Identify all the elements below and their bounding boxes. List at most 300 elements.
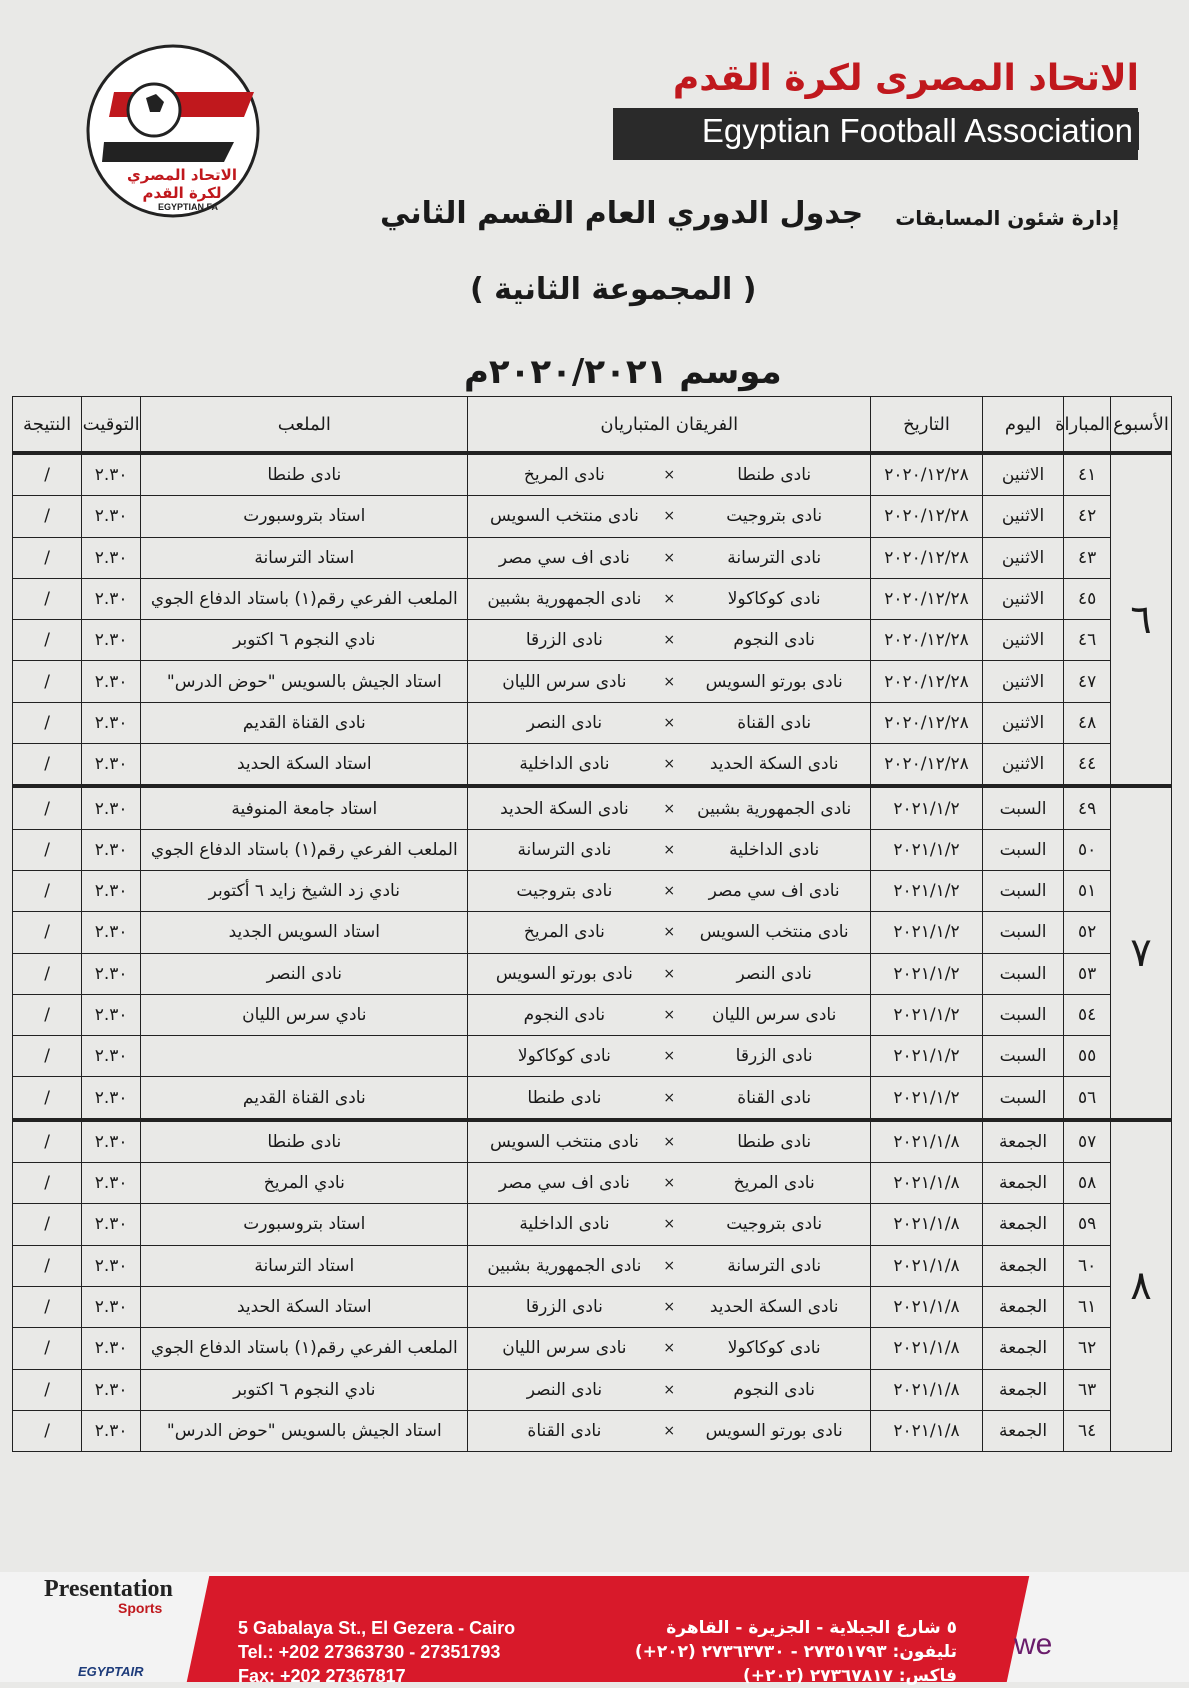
home-team: نادى طنطا: [737, 1131, 812, 1152]
table-row: [13, 702, 1172, 743]
cell-match-no: ٥٥: [1064, 1036, 1111, 1077]
we-brand-logo: we: [1014, 1628, 1053, 1661]
cell-stadium: نادى طنطا: [141, 1120, 468, 1163]
cell-day: السبت: [982, 912, 1063, 953]
cell-match-no: ٥٧: [1064, 1120, 1111, 1163]
away-team: نادى النصر: [526, 712, 603, 733]
away-team: نادى المريخ: [523, 922, 605, 943]
versus-mark: ×: [663, 1257, 676, 1274]
address-arabic: [635, 1616, 957, 1688]
cell-teams: [468, 661, 871, 702]
cell-result: /: [13, 496, 82, 537]
away-team: نادى الزرقا: [525, 630, 603, 651]
header-match: المباراة: [1064, 397, 1111, 454]
cell-day: السبت: [982, 1036, 1063, 1077]
versus-mark: ×: [663, 924, 676, 941]
cell-match-no: ٤٢: [1064, 496, 1111, 537]
cell-day: الجمعة: [982, 1163, 1063, 1204]
home-team: نادى الترسانة: [727, 547, 822, 568]
cell-day: الجمعة: [982, 1328, 1063, 1369]
home-team: نادى منتخب السويس: [699, 922, 849, 943]
table-row: [13, 744, 1172, 787]
cell-match-no: ٥٨: [1064, 1163, 1111, 1204]
versus-mark: ×: [663, 1089, 676, 1106]
cell-day: السبت: [982, 953, 1063, 994]
cell-match-no: ٤١: [1064, 453, 1111, 496]
cell-teams: [468, 537, 871, 578]
cell-teams: [468, 1077, 871, 1120]
cell-day: السبت: [982, 1077, 1063, 1120]
cell-day: الاثنين: [982, 537, 1063, 578]
cell-match-no: ٤٨: [1064, 702, 1111, 743]
home-team: نادى القناة: [737, 1087, 812, 1108]
away-team: نادى القناة: [527, 1420, 602, 1441]
header-stadium: الملعب: [141, 397, 468, 454]
cell-stadium: استاد السكة الحديد: [141, 1286, 468, 1327]
cell-teams: [468, 1286, 871, 1327]
versus-mark: ×: [663, 714, 676, 731]
schedule-table: [12, 396, 1172, 1452]
away-team: نادى الترسانة: [517, 839, 612, 860]
cell-teams: [468, 578, 871, 619]
cell-day: السبت: [982, 829, 1063, 870]
cell-time: ٢.٣٠: [82, 1077, 141, 1120]
home-team: نادى الجمهورية بشبين: [697, 798, 852, 819]
cell-day: الاثنين: [982, 453, 1063, 496]
cell-match-no: ٥٦: [1064, 1077, 1111, 1120]
cell-stadium: نادي النجوم ٦ اكتوبر: [141, 620, 468, 661]
cell-date: ٢٠٢١/١/٨: [871, 1410, 983, 1451]
table-row: [13, 578, 1172, 619]
versus-mark: ×: [663, 965, 676, 982]
table-row: [13, 496, 1172, 537]
table-row: [13, 994, 1172, 1035]
cell-teams: [468, 453, 871, 496]
cell-time: ٢.٣٠: [82, 994, 141, 1035]
versus-mark: ×: [663, 508, 676, 525]
versus-mark: ×: [663, 1175, 676, 1192]
cell-match-no: ٤٩: [1064, 786, 1111, 829]
cell-result: /: [13, 453, 82, 496]
cell-teams: [468, 912, 871, 953]
home-team: نادى النجوم: [733, 630, 815, 651]
cell-day: السبت: [982, 786, 1063, 829]
cell-match-no: ٥٩: [1064, 1204, 1111, 1245]
cell-stadium: الملعب الفرعي رقم(١) باستاد الدفاع الجوي: [141, 578, 468, 619]
cell-match-no: ٤٥: [1064, 578, 1111, 619]
cell-result: /: [13, 1410, 82, 1451]
cell-date: ٢٠٢٠/١٢/٢٨: [871, 537, 983, 578]
cell-stadium: [141, 1036, 468, 1077]
cell-stadium: استاد الجيش بالسويس "حوض الدرس": [141, 1410, 468, 1451]
cell-day: الجمعة: [982, 1410, 1063, 1451]
versus-mark: ×: [663, 632, 676, 649]
cell-teams: [468, 1036, 871, 1077]
cell-stadium: استاد بتروسبورت: [141, 496, 468, 537]
cell-match-no: ٦٤: [1064, 1410, 1111, 1451]
address-en-line-1: 5 Gabalaya St., El Gezera - Cairo: [238, 1618, 516, 1638]
away-team: نادى منتخب السويس: [489, 1131, 639, 1152]
header-teams: الفريقان المتباريان: [468, 397, 871, 454]
table-row: [13, 1328, 1172, 1369]
department: إدارة شئون المسابقات: [895, 206, 1119, 230]
cell-day: السبت: [982, 994, 1063, 1035]
cell-teams: [468, 620, 871, 661]
cell-result: /: [13, 661, 82, 702]
cell-match-no: ٤٤: [1064, 744, 1111, 787]
cell-date: ٢٠٢١/١/٢: [871, 870, 983, 911]
efa-logo: [84, 42, 262, 220]
cell-result: /: [13, 994, 82, 1035]
cell-stadium: استاد بتروسبورت: [141, 1204, 468, 1245]
cell-date: ٢٠٢١/١/٢: [871, 786, 983, 829]
cell-time: ٢.٣٠: [82, 829, 141, 870]
cell-stadium: نادى القناة القديم: [141, 1077, 468, 1120]
cell-result: /: [13, 870, 82, 911]
cell-date: ٢٠٢١/١/٨: [871, 1163, 983, 1204]
versus-mark: ×: [663, 841, 676, 858]
versus-mark: ×: [663, 1048, 676, 1065]
cell-stadium: استاد الترسانة: [141, 537, 468, 578]
cell-stadium: نادى النصر: [141, 953, 468, 994]
cell-time: ٢.٣٠: [82, 537, 141, 578]
cell-teams: [468, 1120, 871, 1163]
cell-time: ٢.٣٠: [82, 744, 141, 787]
away-team: نادى كوكاكولا: [517, 1046, 611, 1067]
away-team: نادى سرس الليان: [502, 671, 627, 692]
cell-match-no: ٤٣: [1064, 537, 1111, 578]
header-time: التوقيت: [82, 397, 141, 454]
away-team: نادى طنطا: [527, 1087, 602, 1108]
cell-day: الجمعة: [982, 1120, 1063, 1163]
table-row: [13, 1369, 1172, 1410]
cell-date: ٢٠٢٠/١٢/٢٨: [871, 702, 983, 743]
cell-date: ٢٠٢١/١/٨: [871, 1120, 983, 1163]
table-row: [13, 1410, 1172, 1451]
versus-mark: ×: [663, 1133, 676, 1150]
cell-result: /: [13, 829, 82, 870]
cell-time: ٢.٣٠: [82, 578, 141, 619]
cell-date: ٢٠٢٠/١٢/٢٨: [871, 744, 983, 787]
table-row: [13, 661, 1172, 702]
cell-date: ٢٠٢٠/١٢/٢٨: [871, 496, 983, 537]
cell-result: /: [13, 786, 82, 829]
versus-mark: ×: [663, 800, 676, 817]
table-row: [13, 1204, 1172, 1245]
cell-teams: [468, 702, 871, 743]
table-row: [13, 620, 1172, 661]
cell-time: ٢.٣٠: [82, 912, 141, 953]
away-team: نادى الزرقا: [525, 1297, 603, 1318]
versus-mark: ×: [663, 883, 676, 900]
cell-time: ٢.٣٠: [82, 1245, 141, 1286]
cell-stadium: نادي سرس الليان: [141, 994, 468, 1035]
home-team: نادى القناة: [737, 712, 812, 733]
cell-day: الجمعة: [982, 1204, 1063, 1245]
cell-stadium: نادي زد الشيخ زايد ٦ أكتوبر: [141, 870, 468, 911]
cell-date: ٢٠٢١/١/٨: [871, 1328, 983, 1369]
table-row: [13, 1245, 1172, 1286]
cell-stadium: نادى القناة القديم: [141, 702, 468, 743]
cell-stadium: استاد السكة الحديد: [141, 744, 468, 787]
away-team: نادى الداخلية: [519, 1214, 610, 1235]
cell-stadium: استاد جامعة المنوفية: [141, 786, 468, 829]
home-team: نادى بورتو السويس: [705, 671, 843, 692]
home-team: نادى بورتو السويس: [705, 1420, 843, 1441]
versus-mark: ×: [663, 673, 676, 690]
cell-stadium: الملعب الفرعي رقم(١) باستاد الدفاع الجوي: [141, 829, 468, 870]
cell-time: ٢.٣٠: [82, 702, 141, 743]
cell-teams: [468, 994, 871, 1035]
versus-mark: ×: [663, 549, 676, 566]
table-row: [13, 453, 1172, 496]
cell-teams: [468, 829, 871, 870]
cell-match-no: ٤٦: [1064, 620, 1111, 661]
cell-day: الجمعة: [982, 1245, 1063, 1286]
home-team: نادى الزرقا: [735, 1046, 813, 1067]
cell-time: ٢.٣٠: [82, 1036, 141, 1077]
cell-date: ٢٠٢١/١/٨: [871, 1245, 983, 1286]
versus-mark: ×: [663, 591, 676, 608]
cell-time: ٢.٣٠: [82, 953, 141, 994]
cell-time: ٢.٣٠: [82, 1410, 141, 1451]
cell-result: /: [13, 537, 82, 578]
cell-match-no: ٥١: [1064, 870, 1111, 911]
cell-teams: [468, 1163, 871, 1204]
cell-stadium: نادي المريخ: [141, 1163, 468, 1204]
home-team: نادى المريخ: [733, 1173, 815, 1194]
cell-teams: [468, 1369, 871, 1410]
table-row: [13, 912, 1172, 953]
away-team: نادى السكة الحديد: [500, 798, 629, 819]
table-row: [13, 953, 1172, 994]
home-team: نادى السكة الحديد: [709, 754, 839, 775]
table-row: [13, 786, 1172, 829]
home-team: نادى الترسانة: [727, 1255, 822, 1276]
table-row: [13, 829, 1172, 870]
cell-day: الاثنين: [982, 661, 1063, 702]
cell-time: ٢.٣٠: [82, 1204, 141, 1245]
cell-stadium: استاد السويس الجديد: [141, 912, 468, 953]
versus-mark: ×: [663, 1340, 676, 1357]
cell-time: ٢.٣٠: [82, 1328, 141, 1369]
away-team: نادى الداخلية: [519, 754, 610, 775]
home-team: نادى النصر: [736, 963, 812, 984]
cell-result: /: [13, 1369, 82, 1410]
cell-date: ٢٠٢١/١/٨: [871, 1369, 983, 1410]
cell-day: الجمعة: [982, 1369, 1063, 1410]
table-row: [13, 1286, 1172, 1327]
cell-date: ٢٠٢١/١/٨: [871, 1204, 983, 1245]
page-title: جدول الدوري العام القسم الثاني: [380, 196, 864, 231]
away-team: نادى الجمهورية بشبين: [487, 1255, 642, 1276]
group-label: ( المجموعة الثانية ): [470, 272, 757, 307]
header-week: الأسبوع: [1111, 397, 1172, 454]
versus-mark: ×: [663, 467, 676, 484]
cell-result: /: [13, 1036, 82, 1077]
season-label: موسم ٢٠٢٠/٢٠٢١م: [464, 352, 782, 392]
cell-result: /: [13, 1286, 82, 1327]
cell-result: /: [13, 953, 82, 994]
cell-match-no: ٤٧: [1064, 661, 1111, 702]
address-english: [238, 1616, 515, 1688]
cell-date: ٢٠٢٠/١٢/٢٨: [871, 620, 983, 661]
versus-mark: ×: [663, 1381, 676, 1398]
versus-mark: ×: [663, 1299, 676, 1316]
cell-match-no: ٥٢: [1064, 912, 1111, 953]
table-row: [13, 870, 1172, 911]
cell-result: /: [13, 620, 82, 661]
cell-match-no: ٦٠: [1064, 1245, 1111, 1286]
cell-teams: [468, 496, 871, 537]
home-team: نادى بتروجيت: [726, 1214, 823, 1235]
cell-match-no: ٦١: [1064, 1286, 1111, 1327]
away-team: نادى منتخب السويس: [489, 506, 639, 527]
cell-teams: [468, 1410, 871, 1451]
sponsor-presentation: Presentation: [44, 1576, 173, 1602]
home-team: نادى بتروجيت: [726, 506, 823, 527]
org-name-arabic: الاتحاد المصرى لكرة القدم: [672, 58, 1139, 99]
home-team: نادى سرس الليان: [712, 1005, 837, 1025]
home-team: نادى النجوم: [733, 1379, 815, 1400]
cell-time: ٢.٣٠: [82, 453, 141, 496]
cell-stadium: استاد الجيش بالسويس "حوض الدرس": [141, 661, 468, 702]
cell-time: ٢.٣٠: [82, 661, 141, 702]
away-team: نادى النجوم: [523, 1005, 606, 1025]
cell-teams: [468, 1204, 871, 1245]
cell-date: ٢٠٢٠/١٢/٢٨: [871, 661, 983, 702]
cell-result: /: [13, 702, 82, 743]
cell-result: /: [13, 1077, 82, 1120]
address-ar-line-1: ٥ شارع الجبلاية - الجزيرة - القاهرة: [666, 1618, 957, 1638]
versus-mark: ×: [663, 1007, 676, 1023]
cell-time: ٢.٣٠: [82, 620, 141, 661]
cell-date: ٢٠٢١/١/٢: [871, 1077, 983, 1120]
home-team: نادى السكة الحديد: [709, 1297, 839, 1318]
cell-stadium: استاد الترسانة: [141, 1245, 468, 1286]
cell-week: ٧: [1111, 786, 1172, 1119]
header-date: التاريخ: [871, 397, 983, 454]
away-team: نادى اف سي مصر: [498, 1173, 630, 1194]
cell-match-no: ٥٠: [1064, 829, 1111, 870]
versus-mark: ×: [663, 1216, 676, 1233]
away-team: نادى بتروجيت: [516, 881, 613, 902]
cell-result: /: [13, 578, 82, 619]
away-team: نادى النصر: [526, 1379, 603, 1400]
svg-text:الاتحاد المصري: الاتحاد المصري: [127, 166, 237, 184]
header-result: النتيجة: [13, 397, 82, 454]
cell-result: /: [13, 744, 82, 787]
schedule-table-wrap: [12, 396, 1172, 1452]
table-row: [13, 1036, 1172, 1077]
cell-date: ٢٠٢١/١/٢: [871, 912, 983, 953]
cell-teams: [468, 744, 871, 787]
versus-mark: ×: [663, 1422, 676, 1439]
cell-result: /: [13, 1120, 82, 1163]
table-row: [13, 1120, 1172, 1163]
cell-teams: [468, 870, 871, 911]
cell-time: ٢.٣٠: [82, 1369, 141, 1410]
home-team: نادى طنطا: [737, 465, 812, 486]
cell-date: ٢٠٢١/١/٢: [871, 994, 983, 1035]
cell-result: /: [13, 1328, 82, 1369]
home-team: نادى الداخلية: [729, 839, 820, 860]
table-header-row: [13, 397, 1172, 454]
cell-result: /: [13, 1163, 82, 1204]
away-team: نادى اف سي مصر: [498, 547, 630, 568]
cell-date: ٢٠٢١/١/٨: [871, 1286, 983, 1327]
cell-day: الاثنين: [982, 620, 1063, 661]
cell-teams: [468, 1245, 871, 1286]
header-day: اليوم: [982, 397, 1063, 454]
cell-date: ٢٠٢٠/١٢/٢٨: [871, 578, 983, 619]
table-row: [13, 1163, 1172, 1204]
svg-text:لكرة القدم: لكرة القدم: [142, 184, 222, 202]
versus-mark: ×: [663, 756, 676, 773]
address-en-line-3: Fax: +202 27367817: [238, 1666, 406, 1686]
address-ar-line-2: تليفون: ٢٧٣٥١٧٩٣ - ٢٧٣٦٣٧٣٠ (٢٠٢+): [634, 1642, 957, 1662]
cell-match-no: ٥٣: [1064, 953, 1111, 994]
sponsor-sports: Sports: [118, 1600, 163, 1616]
cell-time: ٢.٣٠: [82, 1163, 141, 1204]
cell-day: السبت: [982, 870, 1063, 911]
svg-text:EGYPTIAN FA: EGYPTIAN FA: [157, 202, 219, 212]
cell-result: /: [13, 912, 82, 953]
table-row: [13, 537, 1172, 578]
cell-time: ٢.٣٠: [82, 1120, 141, 1163]
home-team: نادى كوكاكولا: [727, 589, 821, 610]
cell-result: /: [13, 1204, 82, 1245]
cell-date: ٢٠٢٠/١٢/٢٨: [871, 453, 983, 496]
address-en-line-2: Tel.: +202 27363730 - 27351793: [238, 1642, 501, 1662]
cell-date: ٢٠٢١/١/٢: [871, 829, 983, 870]
cell-teams: [468, 1328, 871, 1369]
away-team: نادى المريخ: [523, 465, 605, 486]
cell-day: الاثنين: [982, 578, 1063, 619]
org-name-english: Egyptian Football Association: [696, 112, 1139, 150]
cell-result: /: [13, 1245, 82, 1286]
cell-week: ٦: [1111, 453, 1172, 786]
away-team: نادى بورتو السويس: [495, 963, 633, 984]
cell-time: ٢.٣٠: [82, 786, 141, 829]
cell-time: ٢.٣٠: [82, 496, 141, 537]
cell-teams: [468, 953, 871, 994]
cell-date: ٢٠٢١/١/٢: [871, 1036, 983, 1077]
away-team: نادى سرس الليان: [502, 1338, 627, 1359]
cell-day: الاثنين: [982, 744, 1063, 787]
cell-day: الجمعة: [982, 1286, 1063, 1327]
sponsor-egyptair: EGYPTAIR: [78, 1664, 144, 1679]
cell-time: ٢.٣٠: [82, 1286, 141, 1327]
address-ar-line-3: فاكس: ٢٧٣٦٧٨١٧ (٢٠٢+): [742, 1666, 957, 1686]
cell-stadium: نادي النجوم ٦ اكتوبر: [141, 1369, 468, 1410]
cell-match-no: ٥٤: [1064, 994, 1111, 1035]
cell-stadium: الملعب الفرعي رقم(١) باستاد الدفاع الجوي: [141, 1328, 468, 1369]
cell-stadium: نادى طنطا: [141, 453, 468, 496]
home-team: نادى اف سي مصر: [708, 881, 840, 902]
cell-date: ٢٠٢١/١/٢: [871, 953, 983, 994]
cell-match-no: ٦٣: [1064, 1369, 1111, 1410]
table-row: [13, 1077, 1172, 1120]
cell-week: ٨: [1111, 1120, 1172, 1452]
cell-day: الاثنين: [982, 702, 1063, 743]
cell-time: ٢.٣٠: [82, 870, 141, 911]
cell-match-no: ٦٢: [1064, 1328, 1111, 1369]
away-team: نادى الجمهورية بشبين: [487, 589, 642, 610]
cell-day: الاثنين: [982, 496, 1063, 537]
cell-teams: [468, 786, 871, 829]
home-team: نادى كوكاكولا: [727, 1338, 821, 1359]
